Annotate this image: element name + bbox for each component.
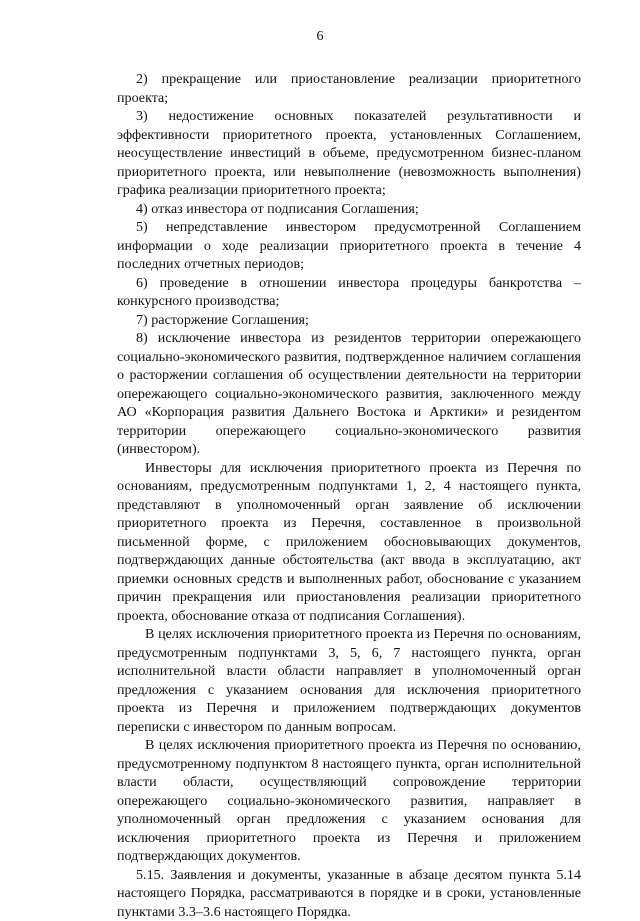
paragraph-item-4: 4) отказ инвестора от подписания Соглашения; xyxy=(117,200,581,219)
paragraph-authority-proposal: В целях исключения приоритетного проекта из Перечня по основаниям, предусмотренным подпунктами 3, 5, 6, 7 настоящего пункта, орган исполнительной власти области направляет в уполномоченный орган предложения с указанием основания для исключения приоритетного проекта из Перечня и приложением подтверждающих документов переписки с инвестором по данным вопросам. xyxy=(117,625,581,736)
paragraph-item-8: 8) исключение инвестора из резидентов территории опережающего социально-экономического развития, подтвержденное наличием соглашения о расторжении соглашения об осуществлении деятельности на территории опережающего социально-экономического развития, заключенного между АО «Корпорация развития Дальнего Востока и Арктики» и резидентом территории опережающего социально-экономического развития (инвестором). xyxy=(117,329,581,459)
paragraph-item-2: 2) прекращение или приостановление реализации приоритетного проекта; xyxy=(117,70,581,107)
page-number: 6 xyxy=(0,29,640,45)
document-body xyxy=(117,70,581,921)
paragraph-item-7: 7) расторжение Соглашения; xyxy=(117,311,581,330)
paragraph-item-5: 5) непредставление инвестором предусмотренной Соглашением информации о ходе реализации приоритетного проекта в течение 4 последних отчетных периодов; xyxy=(117,218,581,274)
paragraph-5-15: 5.15. Заявления и документы, указанные в абзаце десятом пункта 5.14 настоящего Порядка, рассматриваются в порядке и в сроки, установленные пунктами 3.3–3.6 настоящего Порядка. xyxy=(117,866,581,921)
paragraph-item-3: 3) недостижение основных показателей результативности и эффективности приоритетного проекта, установленных Соглашением, неосуществление инвестиций в объеме, предусмотренном бизнес-планом приоритетного проекта, или невыполнение (невозможность выполнения) графика реализации приоритетного проекта; xyxy=(117,107,581,200)
paragraph-item-6: 6) проведение в отношении инвестора процедуры банкротства – конкурсного производства; xyxy=(117,274,581,311)
paragraph-investor-application: Инвесторы для исключения приоритетного проекта из Перечня по основаниям, предусмотренным подпунктами 1, 2, 4 настоящего пункта, представляют в уполномоченный орган заявление об исключении приоритетного проекта из Перечня, составленное в произвольной письменной форме, с приложением обосновывающих документов, подтверждающих данные обстоятельства (акт ввода в эксплуатацию, акт приемки основных средств и выполненных работ, обоснование с указанием причин прекращения или приостановления реализации приоритетного проекта, обоснование отказа от подписания Соглашения). xyxy=(117,459,581,626)
paragraph-territory-proposal: В целях исключения приоритетного проекта из Перечня по основанию, предусмотренному подпунктом 8 настоящего пункта, орган исполнительной власти области, осуществляющий сопровождение территории опережающего социально-экономического развития, направляет в уполномоченный орган предложения с указанием основания для исключения приоритетного проекта из Перечня и приложением подтверждающих документов. xyxy=(117,736,581,866)
